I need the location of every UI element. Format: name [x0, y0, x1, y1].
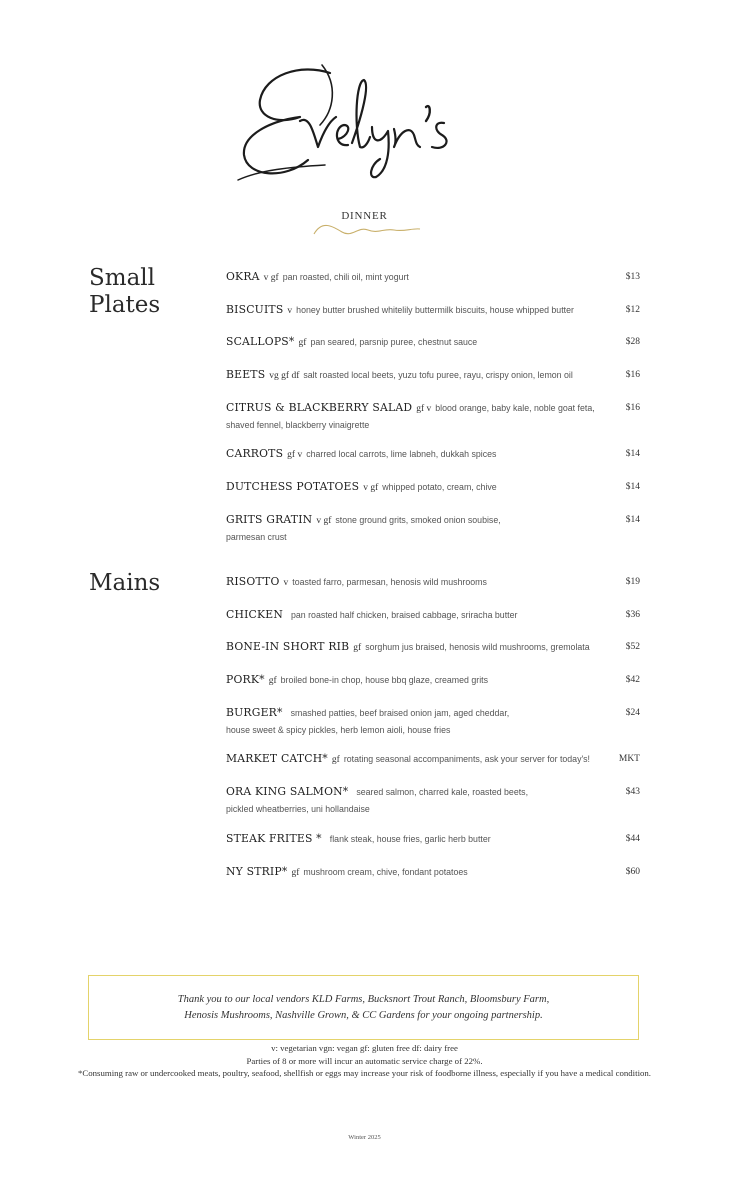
item-tags: gf	[331, 755, 340, 766]
vendor-thanks-box	[88, 975, 639, 1040]
item-price: $44	[625, 833, 640, 844]
gold-swash-divider	[312, 222, 422, 238]
section-title-mains	[89, 570, 160, 597]
menu-item-market-catch	[226, 750, 640, 769]
meal-label: DINNER	[341, 210, 388, 222]
menu-item-bone-in-short-rib	[226, 638, 640, 657]
item-price: MKT	[618, 754, 640, 765]
menu-item-beets	[226, 366, 640, 385]
menu-item-steak-frites	[226, 830, 640, 849]
item-name: DUTCHESS POTATOES	[226, 480, 360, 494]
menu-item-burger	[226, 704, 640, 737]
item-tags: v gf	[316, 515, 332, 526]
item-description-continued: shaved fennel, blackberry vinaigrette	[226, 419, 370, 430]
item-description: whipped potato, cream, chive	[382, 482, 497, 493]
menu-item-risotto	[226, 573, 640, 592]
menu-item-scallops	[226, 333, 640, 352]
item-tags: gf v	[416, 403, 432, 414]
item-price: $43	[625, 787, 640, 798]
item-tags: v gf	[363, 483, 379, 494]
section-title-line: Plates	[89, 292, 161, 318]
item-description: seared salmon, charred kale, roasted beets,	[356, 787, 529, 798]
menu-item-pork	[226, 671, 640, 690]
menu-item-citrus-blackberry-salad	[226, 399, 640, 432]
item-price: $16	[625, 370, 640, 381]
vendor-thanks-line: Henosis Mushrooms, Nashville Grown, & CC Gardens for your ongoing partnership.	[184, 1009, 543, 1021]
item-price: $24	[625, 707, 640, 718]
item-description: blood orange, baby kale, noble goat feta,	[435, 402, 595, 413]
item-description-continued: house sweet & spicy pickles, herb lemon aioli, house fries	[226, 724, 451, 735]
item-name: BISCUITS	[226, 302, 284, 316]
item-tags: v gf	[263, 273, 279, 283]
item-description: sorghum jus braised, henosis wild mushrooms, gremolata	[365, 642, 590, 653]
item-price: $12	[625, 304, 640, 315]
item-name: BEETS	[226, 368, 266, 382]
item-price: $19	[625, 577, 640, 587]
item-tags: gf	[298, 338, 307, 349]
item-name: GRITS GRATIN	[226, 512, 313, 526]
item-tags: v	[283, 578, 289, 588]
dietary-legend: v: vegetarian vgn: vegan gf: gluten free df: dairy free	[271, 1043, 458, 1053]
item-tags: gf	[291, 867, 300, 878]
item-name: OKRA	[226, 270, 260, 283]
small-plates-list	[226, 268, 640, 558]
item-name: SCALLOPS*	[226, 335, 295, 349]
item-description: mushroom cream, chive, fondant potatoes	[303, 866, 468, 877]
item-price: $28	[625, 337, 640, 348]
vendor-thanks-line: Thank you to our local vendors KLD Farms, Bucksnort Trout Ranch, Bloomsbury Farm,	[177, 993, 550, 1005]
item-name: STEAK FRITES *	[226, 831, 322, 845]
item-name: CHICKEN	[226, 607, 283, 621]
menu-item-okra	[226, 268, 640, 287]
mains-list	[226, 573, 640, 895]
item-name: CITRUS & BLACKBERRY SALAD	[226, 400, 413, 414]
section-title-small-plates	[89, 265, 160, 319]
item-description: smashed patties, beef braised onion jam, aged cheddar,	[290, 707, 510, 718]
item-description: pan seared, parsnip puree, chestnut sauce	[310, 337, 478, 348]
item-name: BURGER*	[226, 705, 283, 719]
item-name: RISOTTO	[226, 575, 280, 588]
item-description-continued: pickled wheatberries, uni hollandaise	[226, 804, 370, 815]
item-description: salt roasted local beets, yuzu tofu puree, rayu, crispy onion, lemon oil	[303, 370, 573, 381]
evelyns-logo	[230, 55, 500, 190]
item-name: ORA KING SALMON*	[226, 785, 349, 799]
section-title-line: Mains	[89, 570, 161, 596]
service-charge-note: Parties of 8 or more will incur an automatic service charge of 22%.	[246, 1055, 483, 1066]
item-price: $13	[625, 272, 640, 282]
item-name: NY STRIP*	[226, 864, 288, 878]
item-tags: gf	[268, 676, 277, 687]
item-price: $42	[625, 675, 640, 686]
menu-item-ora-king-salmon	[226, 783, 640, 816]
item-description: broiled bone-in chop, house bbq glaze, creamed grits	[280, 675, 488, 686]
item-name: CARROTS	[226, 447, 284, 461]
menu-footer	[0, 1042, 729, 1080]
item-name: MARKET CATCH*	[226, 752, 328, 766]
item-price: $60	[625, 866, 640, 877]
item-price: $16	[625, 402, 640, 413]
menu-item-dutchess-potatoes	[226, 478, 640, 497]
item-price: $14	[625, 482, 640, 493]
menu-item-biscuits	[226, 301, 640, 320]
item-tags: vg gf df	[269, 371, 300, 382]
menu-item-carrots	[226, 445, 640, 464]
season-label: Winter 2025	[348, 1134, 381, 1141]
item-description: toasted farro, parmesan, henosis wild mushrooms	[292, 577, 487, 587]
item-name: BONE-IN SHORT RIB	[226, 640, 350, 654]
section-title-line: Small	[89, 265, 155, 291]
item-price: $14	[625, 449, 640, 460]
item-description-continued: parmesan crust	[226, 531, 287, 542]
item-price: $52	[625, 642, 640, 653]
item-description: pan roasted, chili oil, mint yogurt	[282, 272, 409, 282]
menu-item-chicken	[226, 606, 640, 625]
item-price: $36	[625, 609, 640, 620]
item-description: rotating seasonal accompaniments, ask your server for today's!	[343, 754, 590, 765]
item-name: PORK*	[226, 673, 265, 687]
consumption-warning: *Consuming raw or undercooked meats, poultry, seafood, shellfish or eggs may increase your risk of foodborne illness, especially if you have a medical condition.	[77, 1068, 652, 1078]
menu-item-grits-gratin	[226, 511, 640, 544]
item-description: pan roasted half chicken, braised cabbage, sriracha butter	[291, 609, 518, 620]
item-description: stone ground grits, smoked onion soubise,	[335, 514, 501, 525]
item-description: charred local carrots, lime labneh, dukkah spices	[306, 449, 497, 460]
item-tags: v	[287, 305, 293, 316]
menu-item-ny-strip	[226, 863, 640, 882]
item-description: flank steak, house fries, garlic herb butter	[329, 833, 491, 844]
item-price: $14	[625, 514, 640, 525]
item-tags: gf	[353, 643, 362, 654]
item-description: honey butter brushed whitelily buttermilk biscuits, house whipped butter	[296, 304, 574, 315]
item-tags: gf v	[287, 450, 303, 461]
